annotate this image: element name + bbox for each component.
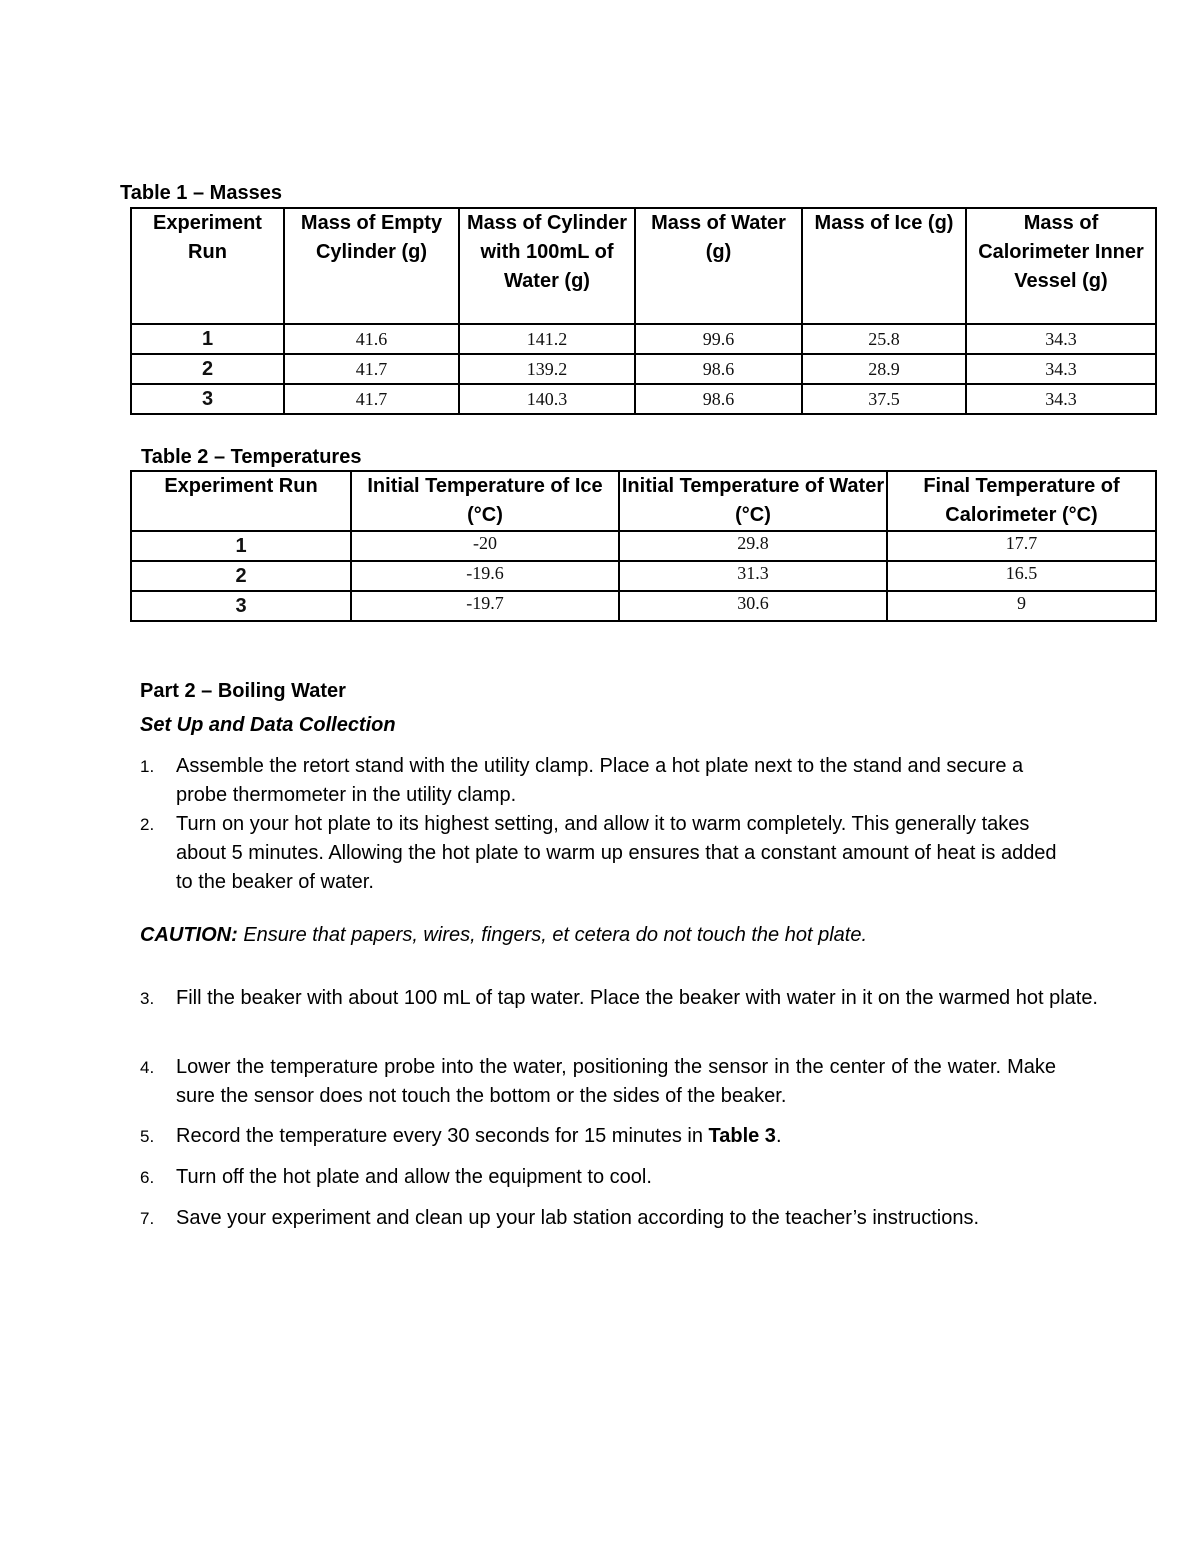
- column-header: Mass of Empty Cylinder (g): [284, 208, 459, 324]
- table-cell: 9: [887, 591, 1156, 621]
- list-item: [140, 810, 1125, 897]
- caution-text: Ensure that papers, wires, fingers, et cetera do not touch the hot plate.: [237, 924, 868, 946]
- table-cell: 34.3: [966, 324, 1156, 354]
- table-cell: 1: [131, 531, 351, 561]
- table-header-row: [131, 471, 1156, 531]
- column-header: Experiment Run: [131, 471, 351, 531]
- table-cell: 139.2: [459, 354, 635, 384]
- table-cell: 99.6: [635, 324, 802, 354]
- table-cell: -20: [351, 531, 619, 561]
- caution-note: [140, 921, 867, 949]
- table-cell: 34.3: [966, 384, 1156, 414]
- column-header: Mass of Ice (g): [802, 208, 966, 324]
- table-row: [131, 591, 1156, 621]
- step-number: 1.: [140, 757, 155, 776]
- table-cell: 98.6: [635, 354, 802, 384]
- step-text: [176, 1122, 1125, 1151]
- step-text: Assemble the retort stand with the utility clamp. Place a hot plate next to the stand and secure a probe thermometer in the utility clamp.: [176, 755, 1024, 806]
- section-subheading: Set Up and Data Collection: [140, 714, 396, 736]
- step-number: 6.: [140, 1168, 155, 1187]
- list-item: [140, 984, 1125, 1013]
- column-header: Initial Temperature of Ice (°C): [351, 471, 619, 531]
- table-cell: 28.9: [802, 354, 966, 384]
- list-item: [140, 752, 1125, 810]
- table-cell: 41.6: [284, 324, 459, 354]
- table-header-row: [131, 208, 1156, 324]
- table-row: [131, 354, 1156, 384]
- table-cell: -19.7: [351, 591, 619, 621]
- table-cell: 3: [131, 591, 351, 621]
- step-text: Lower the temperature probe into the water, positioning the sensor in the center of the water. Make sure the sensor does not touch the bottom or the sides of the beaker.: [176, 1056, 1056, 1107]
- column-header: Mass of Cylinder with 100mL of Water (g): [459, 208, 635, 324]
- column-header: Final Temperature of Calorimeter (°C): [887, 471, 1156, 531]
- temperatures-table: [130, 470, 1157, 622]
- step-text: Save your experiment and clean up your lab station according to the teacher’s instructions.: [176, 1207, 980, 1229]
- step-number: 2.: [140, 815, 155, 834]
- step-text-part: Record the temperature every 30 seconds for 15 minutes in: [176, 1125, 709, 1147]
- table-row: [131, 531, 1156, 561]
- list-item: [140, 1122, 1125, 1151]
- table-cell: 1: [131, 324, 284, 354]
- table-cell: 140.3: [459, 384, 635, 414]
- table-cell: 17.7: [887, 531, 1156, 561]
- caution-label: CAUTION:: [140, 924, 238, 946]
- step-number: 4.: [140, 1058, 155, 1077]
- column-header: Mass of Water (g): [635, 208, 802, 324]
- table-cell: 29.8: [619, 531, 887, 561]
- table1-caption: Table 1 – Masses: [120, 182, 282, 204]
- step-text: Fill the beaker with about 100 mL of tap water. Place the beaker with water in it on the warmed hot plate.: [176, 987, 1098, 1009]
- table-cell: 2: [131, 561, 351, 591]
- step-text-part: .: [775, 1125, 782, 1147]
- step-text: Turn on your hot plate to its highest setting, and allow it to warm completely. This generally takes about 5 minutes. Allowing the hot plate to warm up ensures that a constant amount of heat is added to the beaker of water.: [176, 813, 1057, 893]
- table-cell: 98.6: [635, 384, 802, 414]
- step-number: 3.: [140, 989, 155, 1008]
- table-row: [131, 324, 1156, 354]
- table2-caption: Table 2 – Temperatures: [141, 446, 362, 468]
- table-cell: 2: [131, 354, 284, 384]
- list-item: [140, 1204, 1125, 1233]
- step-number: 5.: [140, 1127, 155, 1146]
- table-row: [131, 384, 1156, 414]
- table-row: [131, 561, 1156, 591]
- table-cell: 37.5: [802, 384, 966, 414]
- section-heading: Part 2 – Boiling Water: [140, 680, 346, 702]
- table-cell: -19.6: [351, 561, 619, 591]
- table-cell: 34.3: [966, 354, 1156, 384]
- list-item: [140, 1163, 1125, 1192]
- masses-table: [130, 207, 1157, 415]
- table-cell: 31.3: [619, 561, 887, 591]
- column-header: Mass of Calorimeter Inner Vessel (g): [966, 208, 1156, 324]
- table-cell: 25.8: [802, 324, 966, 354]
- step-text: Turn off the hot plate and allow the equipment to cool.: [176, 1166, 652, 1188]
- column-header: Experiment Run: [131, 208, 284, 324]
- list-item: [140, 1053, 1125, 1111]
- table-cell: 41.7: [284, 354, 459, 384]
- table-cell: 41.7: [284, 384, 459, 414]
- table-cell: 30.6: [619, 591, 887, 621]
- table-cell: 16.5: [887, 561, 1156, 591]
- table-reference: Table 3: [708, 1125, 776, 1147]
- table-cell: 3: [131, 384, 284, 414]
- table-cell: 141.2: [459, 324, 635, 354]
- column-header: Initial Temperature of Water (°C): [619, 471, 887, 531]
- step-number: 7.: [140, 1209, 155, 1228]
